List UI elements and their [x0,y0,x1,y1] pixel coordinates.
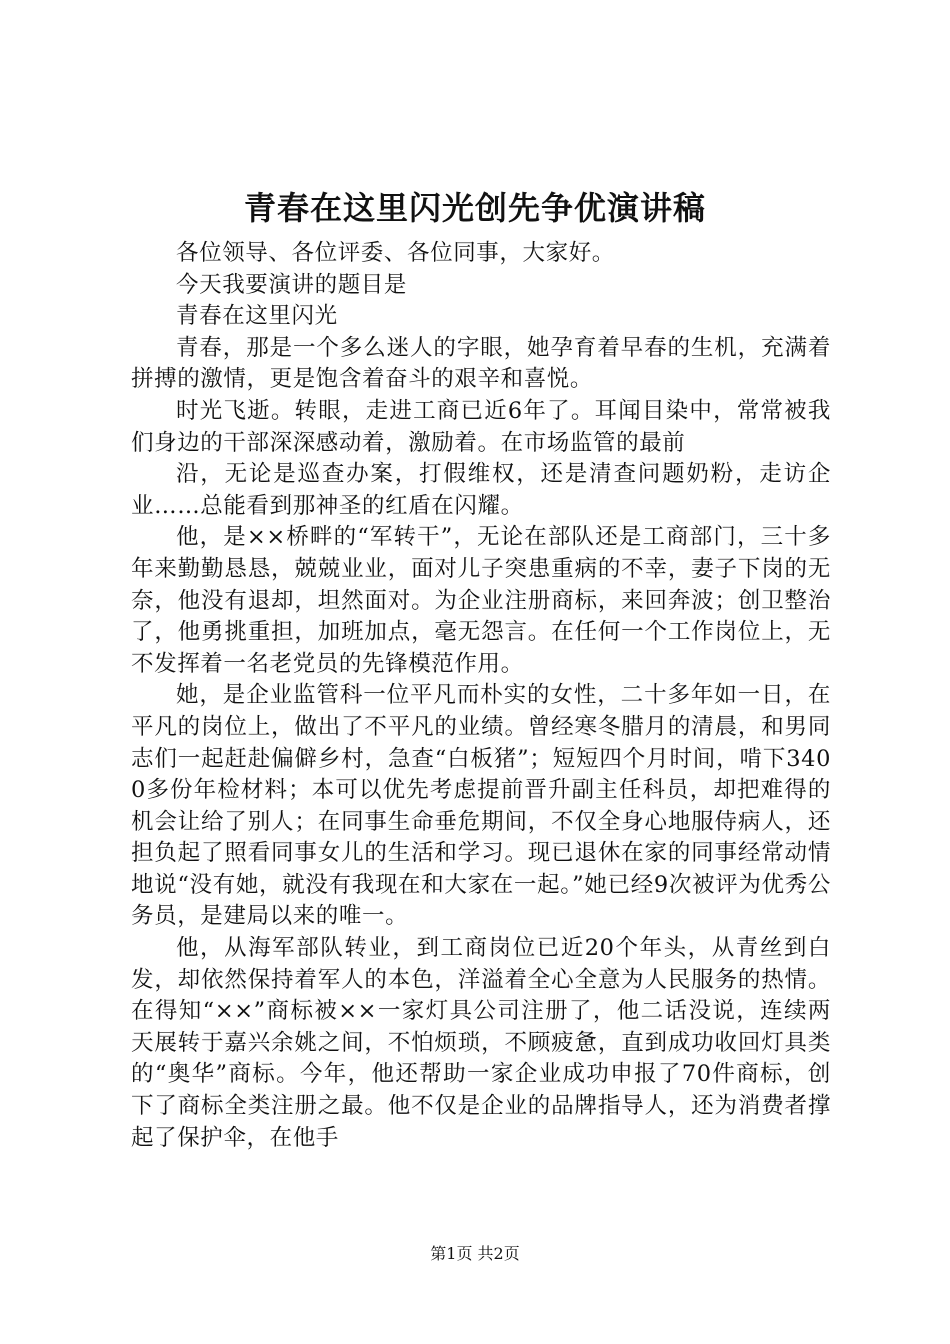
page-number-footer: 第1页 共2页 [430,1244,520,1263]
document-title: 青春在这里闪光创先争优演讲稿 [243,189,706,227]
paragraph-youth: 青春，那是一个多么迷人的字眼，她孕育着早春的生机，充满着拼搏的激情，更是饱含着奋斗的艰辛和喜悦。 [131,334,831,393]
paragraph-greeting: 各位领导、各位评委、各位同事，大家好。 [176,240,615,266]
document-body [131,238,831,1154]
paragraph-time: 时光飞逝。转眼，走进工商已近6年了。耳闻目染中，常常被我们身边的干部深深感动着，激励着。在市场监管的最前 [131,397,831,456]
paragraph-topic-intro: 今天我要演讲的题目是 [176,271,408,298]
paragraph-navy: 他，从海军部队转业，到工商岗位已近20个年头，从青丝到白发，却依然保持着军人的本色，洋溢着全心全意为人民服务的热情。在得知“××”商标被××一家灯具公司注册了，他二话没说，连续两天展转于嘉兴余姚之间，不怕烦琐，不顾疲惫，直到成功收回灯具类的“奥华”商标。今年，他还帮助一家企业成功申报了70件商标，创下了商标全类注册之最。他不仅是企业的品牌指导人，还为消费者撑起了保护伞，在他手 [131,935,831,1151]
paragraph-frontline: 沿，无论是巡查办案，打假维权，还是清查问题奶粉，走访企业……总能看到那神圣的红盾在闪耀。 [131,461,831,519]
paragraph-she: 她，是企业监管科一位平凡而朴实的女性，二十多年如一日，在平凡的岗位上，做出了不平凡的业绩。曾经寒冬腊月的清晨，和男同志们一起赶赴偏僻乡村，急查“白板猪”；短短四个月时间，啃下3400多份年检材料；本可以优先考虑提前晋升副主任科员，却把难得的机会让给了别人；在同事生命垂危期间，不仅全身心地服侍病人，还担负起了照看同事女儿的生活和学习。现已退休在家的同事经常动情地说“没有她，就没有我现在和大家在一起。”她已经9次被评为优秀公务员，是建局以来的唯一。 [131,682,831,930]
paragraph-topic: 青春在这里闪光 [176,303,338,330]
paragraph-soldier: 他，是××桥畔的“军转干”，无论在部队还是工商部门，三十多年来勤勤恳恳，兢兢业业，面对儿子突患重病的不幸，妻子下岗的无奈，他没有退却，坦然面对。为企业注册商标，来回奔波；创卫整治了，他勇挑重担，加班加点，毫无怨言。在任何一个工作岗位上，无不发挥着一名老党员的先锋模范作用。 [131,524,831,677]
